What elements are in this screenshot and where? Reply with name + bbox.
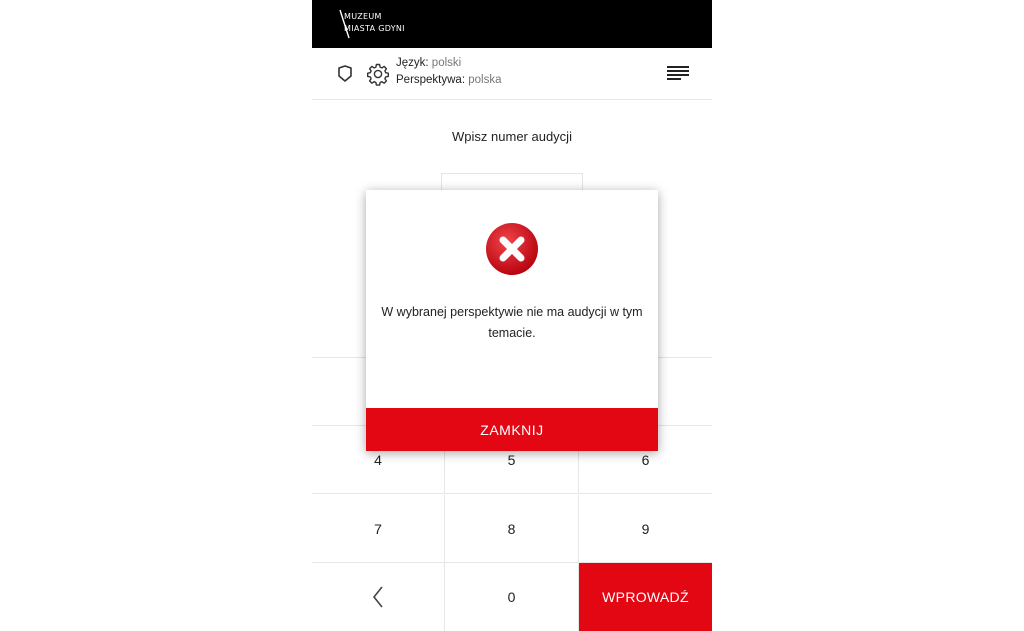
key-9[interactable]: 9 [641,521,650,537]
error-message: W wybranej perspektywie nie ma audycji w tym temacie. [381,305,643,340]
top-header-bar [312,0,712,48]
settings-bar [312,48,712,100]
key-0[interactable]: 0 [445,563,579,631]
number-prompt: Wpisz numer audycji [452,129,572,144]
error-x-icon [485,222,539,276]
backspace-button[interactable] [312,563,445,631]
chevron-left-icon [371,585,385,609]
keypad-row-4 [312,563,712,631]
gear-icon[interactable] [366,62,390,86]
language-perspective-info[interactable] [396,55,501,89]
logo-line-2: MIASTA GDYNI [344,24,405,33]
language-row [396,55,501,72]
language-label: Język: [396,57,429,69]
museum-logo[interactable] [338,7,418,41]
keypad-row-3 [312,495,712,563]
key-7[interactable]: 7 [312,495,445,563]
shield-icon[interactable] [336,65,354,83]
perspective-row [396,72,501,89]
hamburger-menu-icon[interactable] [667,66,689,80]
enter-button[interactable]: WPROWADŹ [579,563,712,631]
key-8[interactable]: 8 [445,495,579,563]
language-value: polski [431,57,462,69]
error-dialog [366,190,658,451]
perspective-label: Perspektywa: [396,74,466,86]
perspective-value: polska [468,74,502,86]
logo-line-1: MUZEUM [344,12,382,21]
key-6[interactable]: 6 [641,452,650,468]
key-4[interactable]: 4 [312,426,445,494]
key-5[interactable]: 5 [445,426,579,494]
close-button[interactable]: ZAMKNIJ [366,408,658,451]
